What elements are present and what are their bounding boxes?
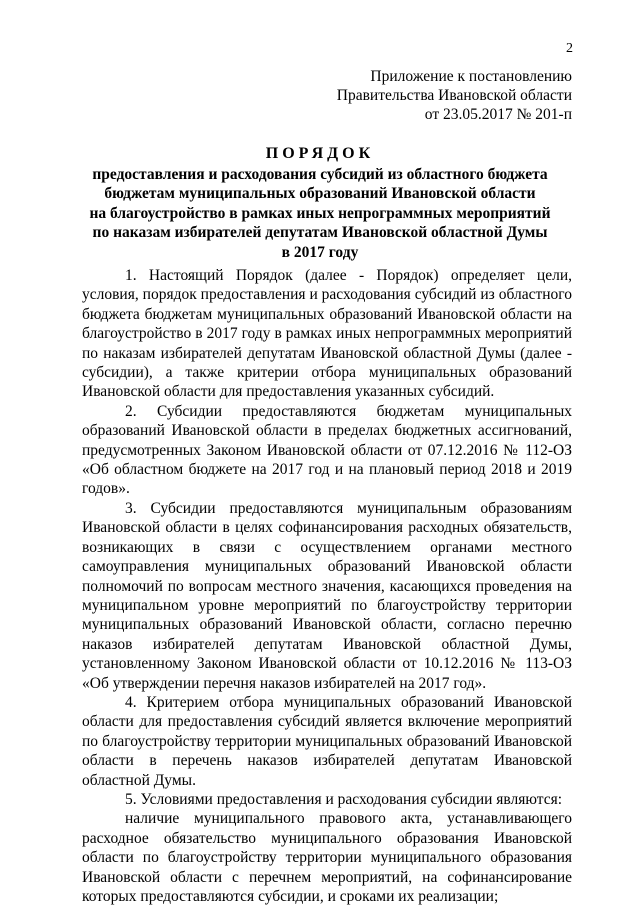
document-body bbox=[82, 266, 572, 906]
paragraph-1: 1. Настоящий Порядок (далее - Порядок) определяет цели, условия, порядок предоставления и расходования субсидий из областного бюджета бюджетам муниципальных образований Ивановской области на благоустройство в 2017 году в рамках иных непрограммных мероприятий по наказам избирателей депутатам Ивановской областной Думы (далее - субсидии), а также критерии отбора муниципальных образований Ивановской области для предоставления указанных субсидий. bbox=[82, 267, 572, 401]
appendix-line: Приложение к постановлению bbox=[370, 68, 572, 85]
subtitle-line: в 2017 году bbox=[281, 243, 359, 261]
appendix-header bbox=[212, 67, 572, 124]
paragraph-6: наличие муниципального правового акта, устанавливающего расходное обязательство муниципального образования Ивановской области по благоустройству территории муниципального образования Ивановской области с перечнем мероприятий, на софинансирование которых предоставляются субсидии, и сроками их реализации; bbox=[82, 810, 572, 905]
title-block bbox=[80, 143, 560, 262]
paragraph-5: 5. Условиями предоставления и расходования субсидии являются: bbox=[125, 790, 563, 808]
subtitle-line: на благоустройство в рамках иных непрограммных мероприятий bbox=[89, 204, 551, 222]
paragraph-3: 3. Субсидии предоставляются муниципальным образованиям Ивановской области в целях софинансирования расходных обязательств, возникающих в связи с осуществлением органами местного самоуправления муниципальных образований Ивановской области полномочий по вопросам местного значения, касающихся проведения на муниципальном уровне мероприятий по благоустройству территории муниципальных образований Ивановской области, согласно перечню наказов избирателей депутатам Ивановской областной Думы, установленному Законом Ивановской области от 10.12.2016 № 113-ОЗ «Об утверждении перечня наказов избирателей на 2017 год». bbox=[82, 499, 572, 692]
subtitle-line: бюджетам муниципальных образований Ивановской области bbox=[104, 185, 536, 203]
appendix-line: Правительства Ивановской области bbox=[336, 87, 572, 104]
subtitle-line: по наказам избирателей депутатам Ивановской областной Думы bbox=[92, 224, 548, 242]
document-subtitle bbox=[80, 165, 560, 262]
subtitle-line: предоставления и расходования субсидий из областного бюджета bbox=[92, 166, 548, 183]
appendix-line: от 23.05.2017 № 201-п bbox=[424, 106, 572, 123]
paragraph-4: 4. Критерием отбора муниципальных образований Ивановской области для предоставления субсидий является включение мероприятий по благоустройству территории муниципальных образований Ивановской области в перечень наказов избирателей депутатам Ивановской областной Думы. bbox=[82, 693, 572, 789]
paragraph-2: 2. Субсидии предоставляются бюджетам муниципальных образований Ивановской области в пределах бюджетных ассигнований, предусмотренных Законом Ивановской области от 07.12.2016 № 112-ОЗ «Об областном бюджете на 2017 год и на плановый период 2018 и 2019 годов». bbox=[82, 402, 572, 498]
page-number: 2 bbox=[566, 41, 573, 56]
document-title: ПОРЯДОК bbox=[265, 145, 375, 162]
